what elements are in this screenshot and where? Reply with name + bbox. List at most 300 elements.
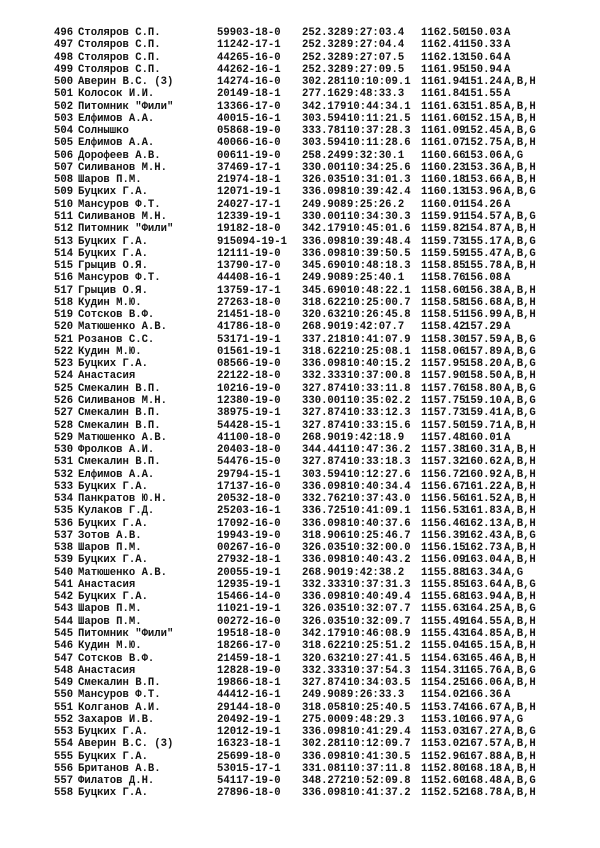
distance: 327.874 bbox=[302, 382, 347, 395]
flags: A,B,H bbox=[504, 161, 536, 174]
flags: A,B,H bbox=[504, 554, 536, 567]
arrival-time: 10:37:28.3 bbox=[347, 125, 411, 138]
ring-code: 20149-18-1 bbox=[217, 88, 281, 101]
speed: 1155.49 bbox=[421, 615, 466, 628]
arrival-time: 10:31:01.3 bbox=[347, 174, 411, 187]
flags: A bbox=[504, 88, 511, 101]
distance: 345.690 bbox=[302, 284, 347, 297]
speed: 1158.85 bbox=[421, 260, 466, 273]
flags: A,B,G bbox=[504, 333, 536, 346]
ring-code: 21451-18-0 bbox=[217, 309, 281, 322]
points: 152.45 bbox=[464, 125, 503, 138]
speed: 1152.80 bbox=[421, 762, 466, 775]
flags: A,B,H bbox=[504, 296, 536, 309]
distance: 342.179 bbox=[302, 100, 347, 113]
arrival-time: 9:48:33.3 bbox=[347, 88, 405, 101]
ring-code: 01561-19-1 bbox=[217, 345, 281, 358]
fancier-name: Мансуров Ф.Т. bbox=[78, 198, 161, 211]
distance: 327.874 bbox=[302, 456, 347, 469]
ring-code: 20492-19-1 bbox=[217, 713, 281, 726]
points: 162.43 bbox=[464, 529, 503, 542]
fancier-name: Буцких Г.А. bbox=[78, 554, 148, 567]
fancier-name: Кулаков Г.Д. bbox=[78, 505, 155, 518]
arrival-time: 9:42:18.9 bbox=[347, 431, 405, 444]
flags: A,B,G bbox=[504, 394, 536, 407]
distance: 342.179 bbox=[302, 628, 347, 641]
result-number: 554 bbox=[54, 738, 74, 751]
arrival-time: 10:48:18.3 bbox=[347, 260, 411, 273]
distance: 330.001 bbox=[302, 161, 347, 174]
ring-code: 14274-16-0 bbox=[217, 76, 281, 89]
points: 150.64 bbox=[464, 51, 503, 64]
flags: A,B,G bbox=[504, 726, 536, 739]
arrival-time: 10:35:02.2 bbox=[347, 394, 411, 407]
arrival-time: 10:37:31.3 bbox=[347, 578, 411, 591]
fancier-name: Филатов Д.Н. bbox=[78, 775, 155, 788]
points: 156.68 bbox=[464, 296, 503, 309]
result-number: 548 bbox=[54, 664, 74, 677]
result-number: 558 bbox=[54, 787, 74, 800]
speed: 1157.90 bbox=[421, 370, 466, 383]
points: 168.18 bbox=[464, 762, 503, 775]
arrival-time: 10:32:09.7 bbox=[347, 615, 411, 628]
arrival-time: 10:41:29.4 bbox=[347, 726, 411, 739]
result-number: 553 bbox=[54, 726, 74, 739]
ring-code: 44265-16-0 bbox=[217, 51, 281, 64]
fancier-name: Панкратов Ю.Н. bbox=[78, 493, 168, 506]
flags: A,B,G bbox=[504, 382, 536, 395]
distance: 336.098 bbox=[302, 480, 347, 493]
distance: 336.098 bbox=[302, 591, 347, 604]
distance: 302.281 bbox=[302, 738, 347, 751]
ring-code: 17092-16-0 bbox=[217, 517, 281, 530]
ring-code: 29144-18-0 bbox=[217, 701, 281, 714]
distance: 337.218 bbox=[302, 333, 347, 346]
ring-code: 20403-18-0 bbox=[217, 444, 281, 457]
fancier-name: Силиванов М.Н. bbox=[78, 394, 168, 407]
speed: 1156.09 bbox=[421, 554, 466, 567]
points: 164.25 bbox=[464, 603, 503, 616]
speed: 1159.82 bbox=[421, 223, 466, 236]
points: 166.97 bbox=[464, 713, 503, 726]
speed: 1158.30 bbox=[421, 333, 466, 346]
flags: A,B,H bbox=[504, 444, 536, 457]
arrival-time: 9:42:38.2 bbox=[347, 566, 405, 579]
result-number: 545 bbox=[54, 628, 74, 641]
arrival-time: 10:48:22.1 bbox=[347, 284, 411, 297]
distance: 336.098 bbox=[302, 235, 347, 248]
arrival-time: 9:27:07.5 bbox=[347, 51, 405, 64]
result-number: 533 bbox=[54, 480, 74, 493]
arrival-time: 10:11:21.5 bbox=[347, 112, 411, 125]
arrival-time: 10:32:07.7 bbox=[347, 603, 411, 616]
distance: 336.098 bbox=[302, 247, 347, 260]
result-number: 503 bbox=[54, 112, 74, 125]
result-number: 541 bbox=[54, 578, 74, 591]
ring-code: 59903-18-0 bbox=[217, 27, 281, 39]
points: 157.89 bbox=[464, 345, 503, 358]
points: 161.83 bbox=[464, 505, 503, 518]
flags: A,B,H bbox=[504, 223, 536, 236]
flags: A,B,H bbox=[504, 542, 536, 555]
distance: 336.098 bbox=[302, 554, 347, 567]
result-number: 536 bbox=[54, 517, 74, 530]
result-number: 507 bbox=[54, 161, 74, 174]
flags: A bbox=[504, 431, 511, 444]
fancier-name: Буцких Г.А. bbox=[78, 480, 148, 493]
arrival-time: 10:26:45.8 bbox=[347, 309, 411, 322]
ring-code: 13790-17-0 bbox=[217, 260, 281, 273]
distance: 320.632 bbox=[302, 309, 347, 322]
speed: 1158.60 bbox=[421, 284, 466, 297]
arrival-time: 10:12:09.7 bbox=[347, 738, 411, 751]
points: 163.64 bbox=[464, 578, 503, 591]
flags: A,B,H bbox=[504, 456, 536, 469]
fancier-name: Дорофеев А.В. bbox=[78, 149, 161, 162]
flags: A,B,H bbox=[504, 260, 536, 273]
result-number: 550 bbox=[54, 689, 74, 702]
result-number: 511 bbox=[54, 210, 74, 223]
speed: 1157.76 bbox=[421, 382, 466, 395]
points: 153.66 bbox=[464, 174, 503, 187]
flags: A,B,H bbox=[504, 419, 536, 432]
result-number: 537 bbox=[54, 529, 74, 542]
result-number: 549 bbox=[54, 677, 74, 690]
distance: 258.249 bbox=[302, 149, 347, 162]
distance: 333.781 bbox=[302, 125, 347, 138]
result-number: 508 bbox=[54, 174, 74, 187]
result-number: 534 bbox=[54, 493, 74, 506]
speed: 1161.94 bbox=[421, 76, 466, 89]
fancier-name: Силиванов М.Н. bbox=[78, 210, 168, 223]
points: 159.71 bbox=[464, 419, 503, 432]
result-number: 498 bbox=[54, 51, 74, 64]
fancier-name: Кудин М.Ю. bbox=[78, 640, 142, 653]
fancier-name: Буцких Г.А. bbox=[78, 591, 148, 604]
distance: 268.901 bbox=[302, 566, 347, 579]
ring-code: 27896-18-0 bbox=[217, 787, 281, 800]
fancier-name: Шаров П.М. bbox=[78, 174, 142, 187]
speed: 1157.48 bbox=[421, 431, 466, 444]
fancier-name: Буцких Г.А. bbox=[78, 186, 148, 199]
fancier-name: Питомник "Фили" bbox=[78, 223, 174, 236]
arrival-time: 10:40:37.6 bbox=[347, 517, 411, 530]
distance: 332.333 bbox=[302, 578, 347, 591]
arrival-time: 10:40:15.2 bbox=[347, 358, 411, 371]
points: 161.52 bbox=[464, 493, 503, 506]
fancier-name: Аверин В.С. (3) bbox=[78, 76, 174, 89]
fancier-name: Смекалин В.П. bbox=[78, 407, 161, 420]
ring-code: 22122-18-0 bbox=[217, 370, 281, 383]
points: 167.57 bbox=[464, 738, 503, 751]
arrival-time: 10:25:00.7 bbox=[347, 296, 411, 309]
flags: A,B,G bbox=[504, 247, 536, 260]
flags: A,B,H bbox=[504, 370, 536, 383]
ring-code: 21974-18-1 bbox=[217, 174, 281, 187]
result-number: 516 bbox=[54, 272, 74, 285]
speed: 1153.03 bbox=[421, 726, 466, 739]
flags: A,B,G bbox=[504, 235, 536, 248]
points: 151.24 bbox=[464, 76, 503, 89]
flags: A,B,G bbox=[504, 407, 536, 420]
flags: A,G bbox=[504, 566, 524, 579]
ring-code: 19182-18-0 bbox=[217, 223, 281, 236]
flags: A bbox=[504, 321, 511, 334]
speed: 1160.18 bbox=[421, 174, 466, 187]
arrival-time: 10:25:08.1 bbox=[347, 345, 411, 358]
ring-code: 38975-19-1 bbox=[217, 407, 281, 420]
points: 165.46 bbox=[464, 652, 503, 665]
flags: A,B,H bbox=[504, 701, 536, 714]
flags: A,B,H bbox=[504, 112, 536, 125]
speed: 1159.91 bbox=[421, 210, 466, 223]
speed: 1155.85 bbox=[421, 578, 466, 591]
fancier-name: Матюшенко А.В. bbox=[78, 321, 168, 334]
ring-code: 25699-18-0 bbox=[217, 750, 281, 763]
speed: 1153.02 bbox=[421, 738, 466, 751]
points: 162.13 bbox=[464, 517, 503, 530]
points: 162.73 bbox=[464, 542, 503, 555]
fancier-name: Мансуров Ф.Т. bbox=[78, 272, 161, 285]
distance: 249.908 bbox=[302, 272, 347, 285]
distance: 268.901 bbox=[302, 321, 347, 334]
speed: 1153.74 bbox=[421, 701, 466, 714]
fancier-name: Смекалин В.П. bbox=[78, 382, 161, 395]
fancier-name: Матюшенко А.В. bbox=[78, 431, 168, 444]
ring-code: 20055-19-1 bbox=[217, 566, 281, 579]
arrival-time: 10:34:30.3 bbox=[347, 210, 411, 223]
result-number: 499 bbox=[54, 63, 74, 76]
arrival-time: 10:32:00.0 bbox=[347, 542, 411, 555]
fancier-name: Сотсков В.Ф. bbox=[78, 652, 155, 665]
distance: 336.098 bbox=[302, 787, 347, 800]
ring-code: 54476-15-0 bbox=[217, 456, 281, 469]
fancier-name: Захаров И.В. bbox=[78, 713, 155, 726]
points: 158.20 bbox=[464, 358, 503, 371]
result-number: 552 bbox=[54, 713, 74, 726]
distance: 336.725 bbox=[302, 505, 347, 518]
result-number: 504 bbox=[54, 125, 74, 138]
flags: A,B,H bbox=[504, 174, 536, 187]
fancier-name: Столяров С.П. bbox=[78, 39, 161, 52]
speed: 1153.10 bbox=[421, 713, 466, 726]
result-number: 543 bbox=[54, 603, 74, 616]
ring-code: 915094-19-1 bbox=[217, 235, 287, 248]
arrival-time: 10:33:11.8 bbox=[347, 382, 411, 395]
arrival-time: 9:32:30.1 bbox=[347, 149, 405, 162]
fancier-name: Кудин М.Ю. bbox=[78, 296, 142, 309]
result-number: 557 bbox=[54, 775, 74, 788]
flags: A,B,G bbox=[504, 664, 536, 677]
result-number: 539 bbox=[54, 554, 74, 567]
arrival-time: 10:25:46.7 bbox=[347, 529, 411, 542]
points: 164.55 bbox=[464, 615, 503, 628]
fancier-name: Шаров П.М. bbox=[78, 542, 142, 555]
fancier-name: Смекалин В.П. bbox=[78, 677, 161, 690]
speed: 1152.60 bbox=[421, 775, 466, 788]
ring-code: 16323-18-1 bbox=[217, 738, 281, 751]
flags: A,B,H bbox=[504, 480, 536, 493]
flags: A bbox=[504, 272, 511, 285]
result-number: 520 bbox=[54, 321, 74, 334]
distance: 336.098 bbox=[302, 750, 347, 763]
ring-code: 11242-17-1 bbox=[217, 39, 281, 52]
distance: 336.098 bbox=[302, 726, 347, 739]
points: 153.36 bbox=[464, 161, 503, 174]
points: 154.26 bbox=[464, 198, 503, 211]
distance: 318.622 bbox=[302, 640, 347, 653]
arrival-time: 10:25:51.2 bbox=[347, 640, 411, 653]
ring-code: 05868-19-0 bbox=[217, 125, 281, 138]
distance: 303.594 bbox=[302, 137, 347, 150]
flags: A,B,H bbox=[504, 762, 536, 775]
speed: 1158.76 bbox=[421, 272, 466, 285]
speed: 1160.13 bbox=[421, 186, 466, 199]
arrival-time: 10:37:54.3 bbox=[347, 664, 411, 677]
result-number: 512 bbox=[54, 223, 74, 236]
ring-code: 18266-17-0 bbox=[217, 640, 281, 653]
distance: 275.000 bbox=[302, 713, 347, 726]
distance: 326.035 bbox=[302, 603, 347, 616]
fancier-name: Елфимов А.А. bbox=[78, 137, 155, 150]
flags: A,B,H bbox=[504, 787, 536, 800]
result-number: 525 bbox=[54, 382, 74, 395]
result-number: 544 bbox=[54, 615, 74, 628]
speed: 1159.73 bbox=[421, 235, 466, 248]
flags: A,B,G bbox=[504, 358, 536, 371]
ring-code: 54428-15-1 bbox=[217, 419, 281, 432]
ring-code: 08566-19-0 bbox=[217, 358, 281, 371]
arrival-time: 10:41:09.1 bbox=[347, 505, 411, 518]
fancier-name: Колосок И.И. bbox=[78, 88, 155, 101]
fancier-name: Фролков А.И. bbox=[78, 444, 155, 457]
distance: 318.058 bbox=[302, 701, 347, 714]
fancier-name: Анастасия bbox=[78, 370, 136, 383]
distance: 252.328 bbox=[302, 27, 347, 39]
flags: A,B,H bbox=[504, 652, 536, 665]
result-number: 523 bbox=[54, 358, 74, 371]
ring-code: 41100-18-0 bbox=[217, 431, 281, 444]
distance: 345.690 bbox=[302, 260, 347, 273]
distance: 318.622 bbox=[302, 296, 347, 309]
flags: A,G bbox=[504, 713, 524, 726]
ring-code: 44262-16-1 bbox=[217, 63, 281, 76]
flags: A,B,G bbox=[504, 210, 536, 223]
distance: 332.333 bbox=[302, 664, 347, 677]
ring-code: 40066-16-0 bbox=[217, 137, 281, 150]
points: 151.85 bbox=[464, 100, 503, 113]
points: 155.17 bbox=[464, 235, 503, 248]
speed: 1156.72 bbox=[421, 468, 466, 481]
flags: A,B,G bbox=[504, 578, 536, 591]
flags: A,B,H bbox=[504, 493, 536, 506]
ring-code: 40015-16-1 bbox=[217, 112, 281, 125]
flags: A,B,H bbox=[504, 76, 536, 89]
arrival-time: 9:27:09.5 bbox=[347, 63, 405, 76]
fancier-name: Розанов С.С. bbox=[78, 333, 155, 346]
distance: 318.906 bbox=[302, 529, 347, 542]
distance: 327.874 bbox=[302, 419, 347, 432]
distance: 302.281 bbox=[302, 76, 347, 89]
fancier-name: Анастасия bbox=[78, 578, 136, 591]
distance: 336.098 bbox=[302, 517, 347, 530]
points: 159.10 bbox=[464, 394, 503, 407]
distance: 330.001 bbox=[302, 210, 347, 223]
result-number: 555 bbox=[54, 750, 74, 763]
distance: 277.162 bbox=[302, 88, 347, 101]
speed: 1156.15 bbox=[421, 542, 466, 555]
result-number: 502 bbox=[54, 100, 74, 113]
arrival-time: 9:25:26.2 bbox=[347, 198, 405, 211]
speed: 1161.95 bbox=[421, 63, 466, 76]
speed: 1157.73 bbox=[421, 407, 466, 420]
ring-code: 13366-17-0 bbox=[217, 100, 281, 113]
flags: A,B,H bbox=[504, 309, 536, 322]
result-number: 551 bbox=[54, 701, 74, 714]
speed: 1154.63 bbox=[421, 652, 466, 665]
ring-code: 41786-18-0 bbox=[217, 321, 281, 334]
points: 163.94 bbox=[464, 591, 503, 604]
points: 166.36 bbox=[464, 689, 503, 702]
points: 160.62 bbox=[464, 456, 503, 469]
fancier-name: Смекалин В.П. bbox=[78, 419, 161, 432]
distance: 332.762 bbox=[302, 493, 347, 506]
arrival-time: 9:26:33.3 bbox=[347, 689, 405, 702]
speed: 1154.25 bbox=[421, 677, 466, 690]
speed: 1157.95 bbox=[421, 358, 466, 371]
distance: 249.908 bbox=[302, 689, 347, 702]
ring-code: 12828-19-0 bbox=[217, 664, 281, 677]
result-number: 509 bbox=[54, 186, 74, 199]
result-number: 556 bbox=[54, 762, 74, 775]
points: 153.96 bbox=[464, 186, 503, 199]
speed: 1161.84 bbox=[421, 88, 466, 101]
arrival-time: 10:46:08.9 bbox=[347, 628, 411, 641]
speed: 1156.53 bbox=[421, 505, 466, 518]
distance: 326.035 bbox=[302, 615, 347, 628]
points: 163.04 bbox=[464, 554, 503, 567]
speed: 1155.43 bbox=[421, 628, 466, 641]
flags: A,B,H bbox=[504, 468, 536, 481]
arrival-time: 10:33:12.3 bbox=[347, 407, 411, 420]
points: 167.88 bbox=[464, 750, 503, 763]
distance: 336.098 bbox=[302, 358, 347, 371]
distance: 348.272 bbox=[302, 775, 347, 788]
points: 157.29 bbox=[464, 321, 503, 334]
arrival-time: 10:25:40.5 bbox=[347, 701, 411, 714]
points: 167.27 bbox=[464, 726, 503, 739]
points: 165.76 bbox=[464, 664, 503, 677]
result-number: 506 bbox=[54, 149, 74, 162]
fancier-name: Колганов А.И. bbox=[78, 701, 161, 714]
arrival-time: 10:47:36.2 bbox=[347, 444, 411, 457]
distance: 342.179 bbox=[302, 223, 347, 236]
points: 165.15 bbox=[464, 640, 503, 653]
points: 158.50 bbox=[464, 370, 503, 383]
ring-code: 44412-16-1 bbox=[217, 689, 281, 702]
fancier-name: Шаров П.М. bbox=[78, 603, 142, 616]
result-number: 529 bbox=[54, 431, 74, 444]
fancier-name: Матюшенко А.В. bbox=[78, 566, 168, 579]
result-number: 522 bbox=[54, 345, 74, 358]
distance: 249.908 bbox=[302, 198, 347, 211]
fancier-name: Буцких Г.А. bbox=[78, 750, 148, 763]
ring-code: 21459-18-1 bbox=[217, 652, 281, 665]
fancier-name: Буцких Г.А. bbox=[78, 787, 148, 800]
arrival-time: 10:41:07.9 bbox=[347, 333, 411, 346]
result-number: 524 bbox=[54, 370, 74, 383]
distance: 268.901 bbox=[302, 431, 347, 444]
